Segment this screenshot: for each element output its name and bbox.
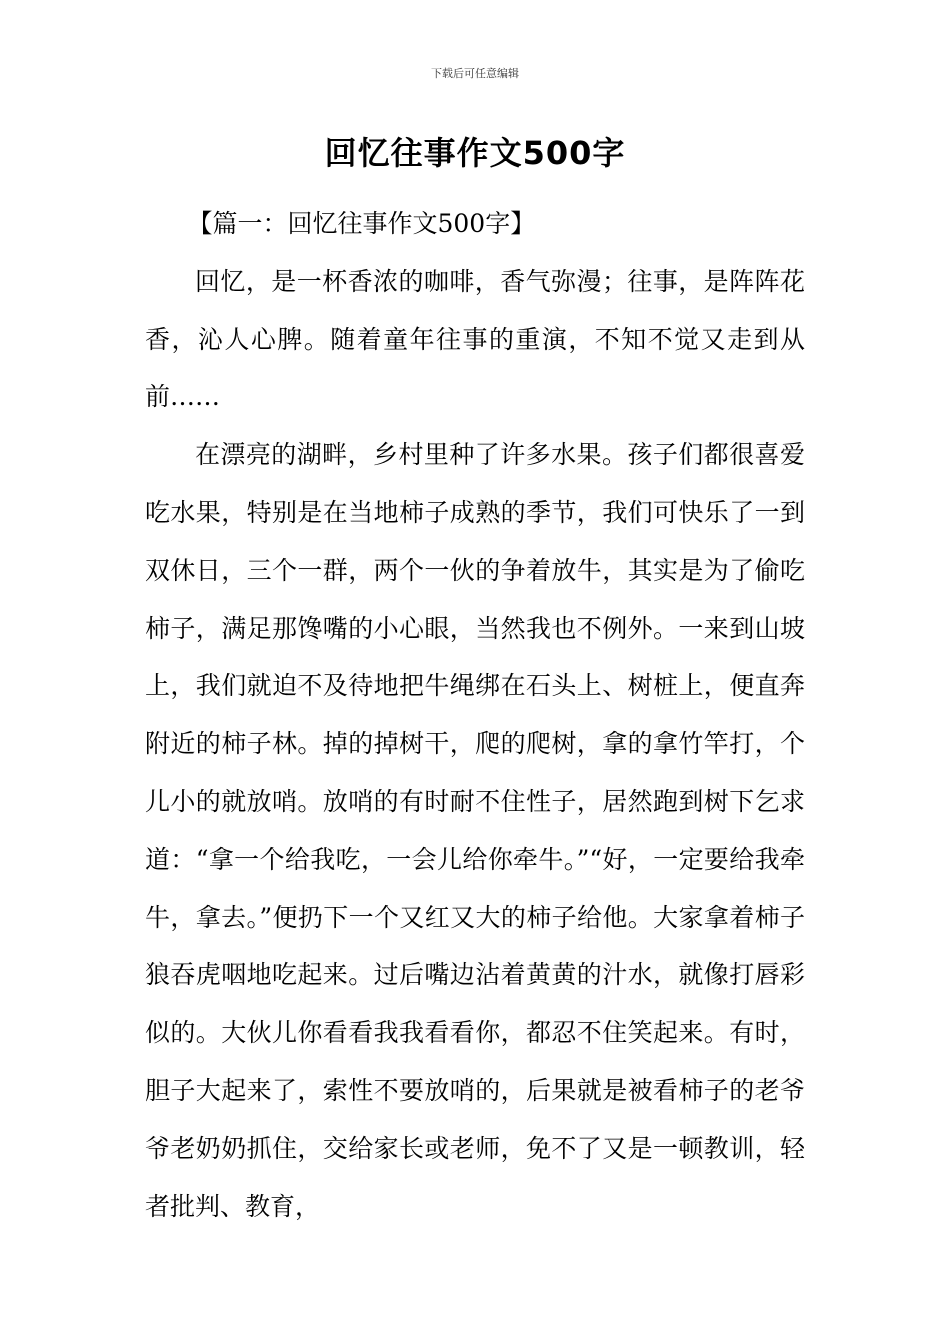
paragraph-intro: 回忆，是一杯香浓的咖啡，香气弥漫；往事，是阵阵花香，沁人心脾。随着童年往事的重演，不知不觉又走到从前…… bbox=[145, 266, 805, 412]
paragraph-main: 在漂亮的湖畔，乡村里种了许多水果。孩子们都很喜爱吃水果，特别是在当地柿子成熟的季节，我们可快乐了一到双休日，三个一群，两个一伙的争着放牛，其实是为了偷吃柿子，满足那馋嘴的小心眼，当然我也不例外。一来到山坡上，我们就迫不及待地把牛绳绑在石头上、树桩上，便直奔附近的柿子林。掉的掉树干，爬的爬树，拿的拿竹竿打，个儿小的就放哨。放哨的有时耐不住性子，居然跑到树下乞求道：“拿一个给我吃，一会儿给你牵牛。”“好，一定要给我牵牛，拿去。”便扔下一个又红又大的柿子给他。大家拿着柿子狼吞虎咽地吃起来。过后嘴边沾着黄黄的汁水，就像打唇彩似的。大伙儿你看看我我看看你，都忍不住笑起来。有时，胆子大起来了，索性不要放哨的，后果就是被看柿子的老爷爷老奶奶抓住，交给家长或老师，免不了又是一顿教训，轻者批判、教育， bbox=[145, 440, 805, 1221]
document-title: 回忆往事作文500字 bbox=[324, 134, 626, 172]
section-heading: 【篇一：回忆往事作文500字】 bbox=[187, 209, 536, 238]
page-header-note: 下载后可任意编辑 bbox=[431, 67, 519, 80]
document-body bbox=[145, 195, 805, 1235]
